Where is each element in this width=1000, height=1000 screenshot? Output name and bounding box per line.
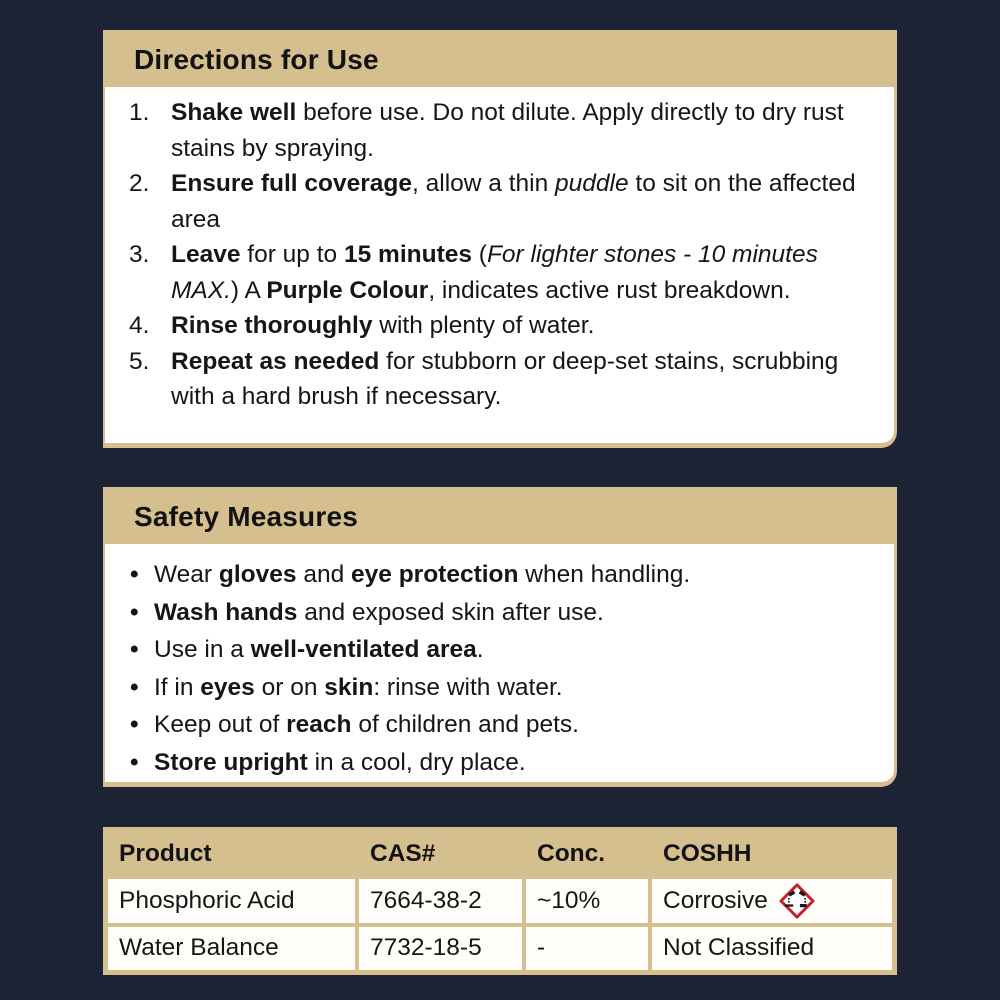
safety-title: Safety Measures <box>134 500 359 532</box>
directions-header <box>105 32 894 87</box>
table-cell-conc-row1: ~10% <box>526 879 648 922</box>
table-cell-coshh-row1: Corrosive <box>652 879 892 922</box>
list-item: • Store upright in a cool, dry place. <box>127 745 880 780</box>
safety-body <box>105 544 894 780</box>
directions-title: Directions for Use <box>134 43 379 75</box>
directions-card <box>103 30 897 448</box>
table-cell-conc-row2: - <box>526 927 648 970</box>
ghs05-corrosive-icon <box>776 880 818 922</box>
list-item: Shake well before use. Do not dilute. Apply directly to dry rust stains by spraying. <box>171 99 844 162</box>
ingredients-table <box>103 827 897 975</box>
list-item: Ensure full coverage, allow a thin puddle to sit on the affected area <box>171 170 856 233</box>
column-header-product: Product <box>119 839 212 867</box>
list-item: • Wash hands and exposed skin after use. <box>127 595 880 630</box>
list-item: • Use in a well-ventilated area. <box>127 632 880 667</box>
table-cell-coshh-row2: Not Classified <box>652 927 892 970</box>
directions-list <box>127 95 880 415</box>
column-header-coshh: COSHH <box>663 839 752 867</box>
list-item: • Keep out of reach of children and pets. <box>127 707 880 742</box>
table-cell-product-row2: Water Balance <box>108 927 355 970</box>
list-item: • Wear gloves and eye protection when handling. <box>127 557 880 592</box>
list-item: Leave for up to 15 minutes (For lighter stones - 10 minutes MAX.) A Purple Colour, indicates active rust breakdown. <box>171 241 818 304</box>
column-header-conc: Conc. <box>537 839 606 867</box>
list-item: Repeat as needed for stubborn or deep-set stains, scrubbing with a hard brush if necessary. <box>171 347 839 410</box>
list-item: Rinse thoroughly with plenty of water. <box>171 312 595 339</box>
table-cell-cas-row2: 7732-18-5 <box>359 927 522 970</box>
table-cell-product-row1: Phosphoric Acid <box>108 879 355 922</box>
safety-header <box>105 489 894 544</box>
table-cell-cas-row1: 7664-38-2 <box>359 879 522 922</box>
safety-list <box>127 552 880 780</box>
column-header-cas: CAS# <box>370 839 436 867</box>
directions-body <box>105 87 894 415</box>
list-item: • If in eyes or on skin: rinse with water. <box>127 670 880 705</box>
safety-card <box>103 487 897 787</box>
